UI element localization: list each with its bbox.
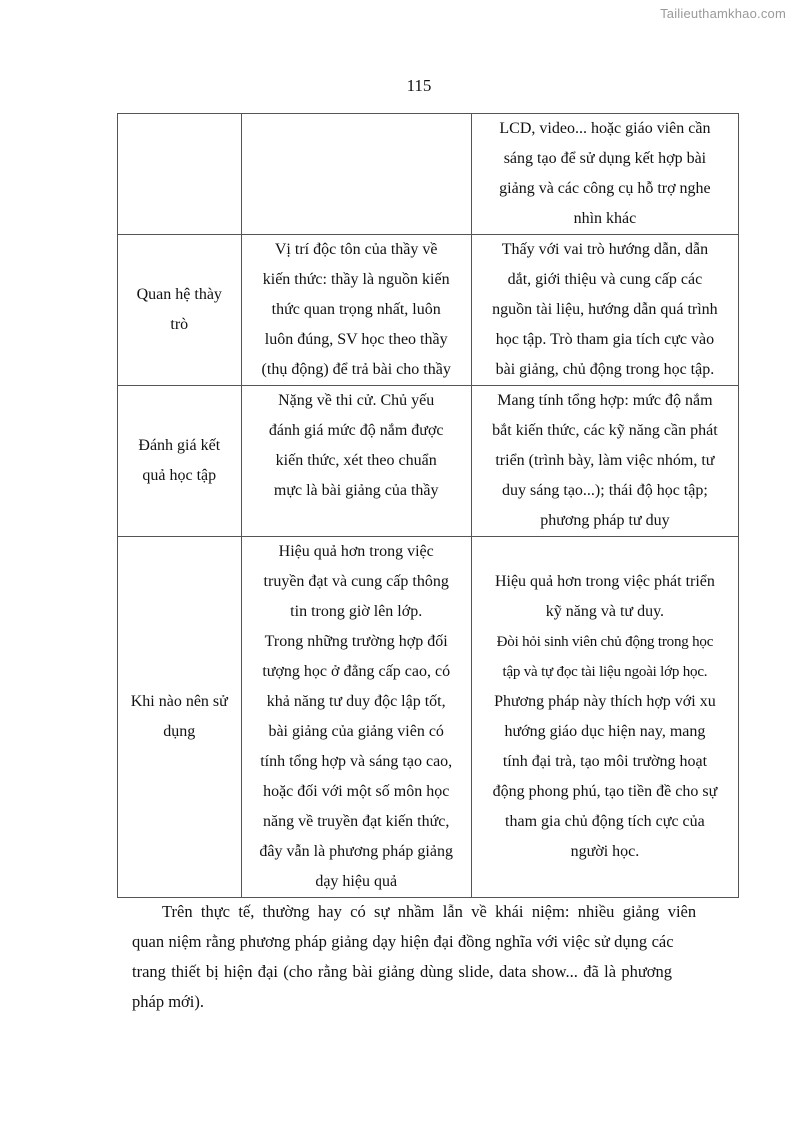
cell-line: mực là bài giảng của thầy [273,482,439,499]
cell-line: Vị trí độc tôn của thầy về [274,241,438,258]
cell-line: duy sáng tạo...); thái độ học tập; [502,482,708,499]
cell-line: đây vẫn là phương pháp giảng [259,843,453,860]
cell-line: quả học tập [142,467,217,484]
cell-line: truyền đạt và cung cấp thông [263,573,449,590]
cell-line: dạy hiệu quả [315,873,398,890]
cell-line: Phương pháp này thích hợp với xu [494,693,716,710]
modern-cell [471,537,738,898]
table-row [118,386,739,537]
cell-line: kiến thức, xét theo chuẩn [275,452,437,469]
cell-line: nhìn khác [573,210,637,227]
cell-line: kiến thức: thầy là nguồn kiến [262,271,450,288]
cell-line: Mang tính tổng hợp: mức độ nắm [497,392,713,409]
cell-line: phương pháp tư duy [540,512,670,529]
cell-line: trò [170,316,189,333]
traditional-cell [241,114,471,235]
cell-line: tính đại trà, tạo môi trường hoạt [502,753,708,770]
cell-line: nguồn tài liệu, hướng dẫn quá trình [492,301,718,318]
paragraph-line: trang thiết bị hiện đại (cho rằng bài giảng dùng slide, data show... đã là phương [132,962,673,981]
cell-line: thức quan trọng nhất, luôn [271,301,441,318]
criterion-cell [118,386,242,537]
cell-line: triển (trình bày, làm việc nhóm, tư [495,452,715,469]
cell-line: người học. [570,843,640,860]
cell-line: tin trong giờ lên lớp. [290,603,423,620]
paragraph-line: pháp mới). [132,992,204,1011]
cell-line: bài giảng, chủ động trong học tập. [495,361,715,378]
cell-line: bài giảng của giảng viên có [268,723,444,740]
modern-cell [471,235,738,386]
cell-line: tập và tự đọc tài liệu ngoài lớp học. [502,664,708,680]
cell-line: hướng giáo dục hiện nay, mang [504,723,706,740]
page-number: 115 [406,76,432,95]
cell-line: tượng học ở đẳng cấp cao, có [262,663,451,680]
cell-line: dắt, giới thiệu và cung cấp các [507,271,703,288]
cell-line [476,537,734,567]
criterion-cell [118,235,242,386]
cell-line: luôn đúng, SV học theo thầy [264,331,448,348]
modern-cell [471,386,738,537]
cell-line: tham gia chủ động tích cực của [505,813,705,830]
table-row [118,235,739,386]
cell-line: hoặc đối với một số môn học [263,783,450,800]
cell-line: động phong phú, tạo tiền đề cho sự [492,783,718,800]
cell-line: năng về truyền đạt kiến thức, [262,813,450,830]
cell-line: học tập. Trò tham gia tích cực vào [495,331,715,348]
cell-line: bắt kiến thức, các kỹ năng cần phát [492,422,718,439]
cell-line: Quan hệ thày [136,286,222,303]
cell-line: giảng và các công cụ hỗ trợ nghe [499,180,711,197]
criterion-cell [118,537,242,898]
cell-line: dụng [163,723,196,740]
body-paragraph [132,897,714,1017]
cell-line: Trong những trường hợp đối [264,633,448,650]
criterion-cell [118,114,242,235]
cell-line: Nặng về thi cử. Chủ yếu [278,392,435,409]
traditional-cell [241,386,471,537]
cell-line: LCD, video... hoặc giáo viên cần [499,120,711,137]
cell-line: Hiệu quả hơn trong việc [278,543,434,560]
cell-line: sáng tạo để sử dụng kết hợp bài [503,150,707,167]
traditional-cell [241,235,471,386]
cell-line: Thấy với vai trò hướng dẫn, dẫn [501,241,709,258]
comparison-table [117,113,739,898]
cell-line: khả năng tư duy độc lập tốt, [266,693,446,710]
cell-line: tính tổng hợp và sáng tạo cao, [260,753,453,770]
watermark: Tailieuthamkhao.com [660,6,786,21]
modern-cell [471,114,738,235]
cell-line: Khi nào nên sử [130,693,228,710]
cell-line: đánh giá mức độ nắm được [268,422,444,439]
cell-line: Đánh giá kết [138,437,221,454]
paragraph-line: quan niệm rằng phương pháp giảng dạy hiện đại đồng nghĩa với việc sử dụng các [132,932,674,951]
cell-line: Hiệu quả hơn trong việc phát triển [494,573,715,590]
cell-line: Đòi hỏi sinh viên chủ động trong học [496,634,714,650]
paragraph-line: Trên thực tế, thường hay có sự nhầm lẫn về khái niệm: nhiều giảng viên [162,902,697,921]
cell-line: kỹ năng và tư duy. [545,603,665,620]
traditional-cell [241,537,471,898]
table-row [118,537,739,898]
cell-line: (thụ động) để trả bài cho thầy [261,361,451,378]
table-row [118,114,739,235]
